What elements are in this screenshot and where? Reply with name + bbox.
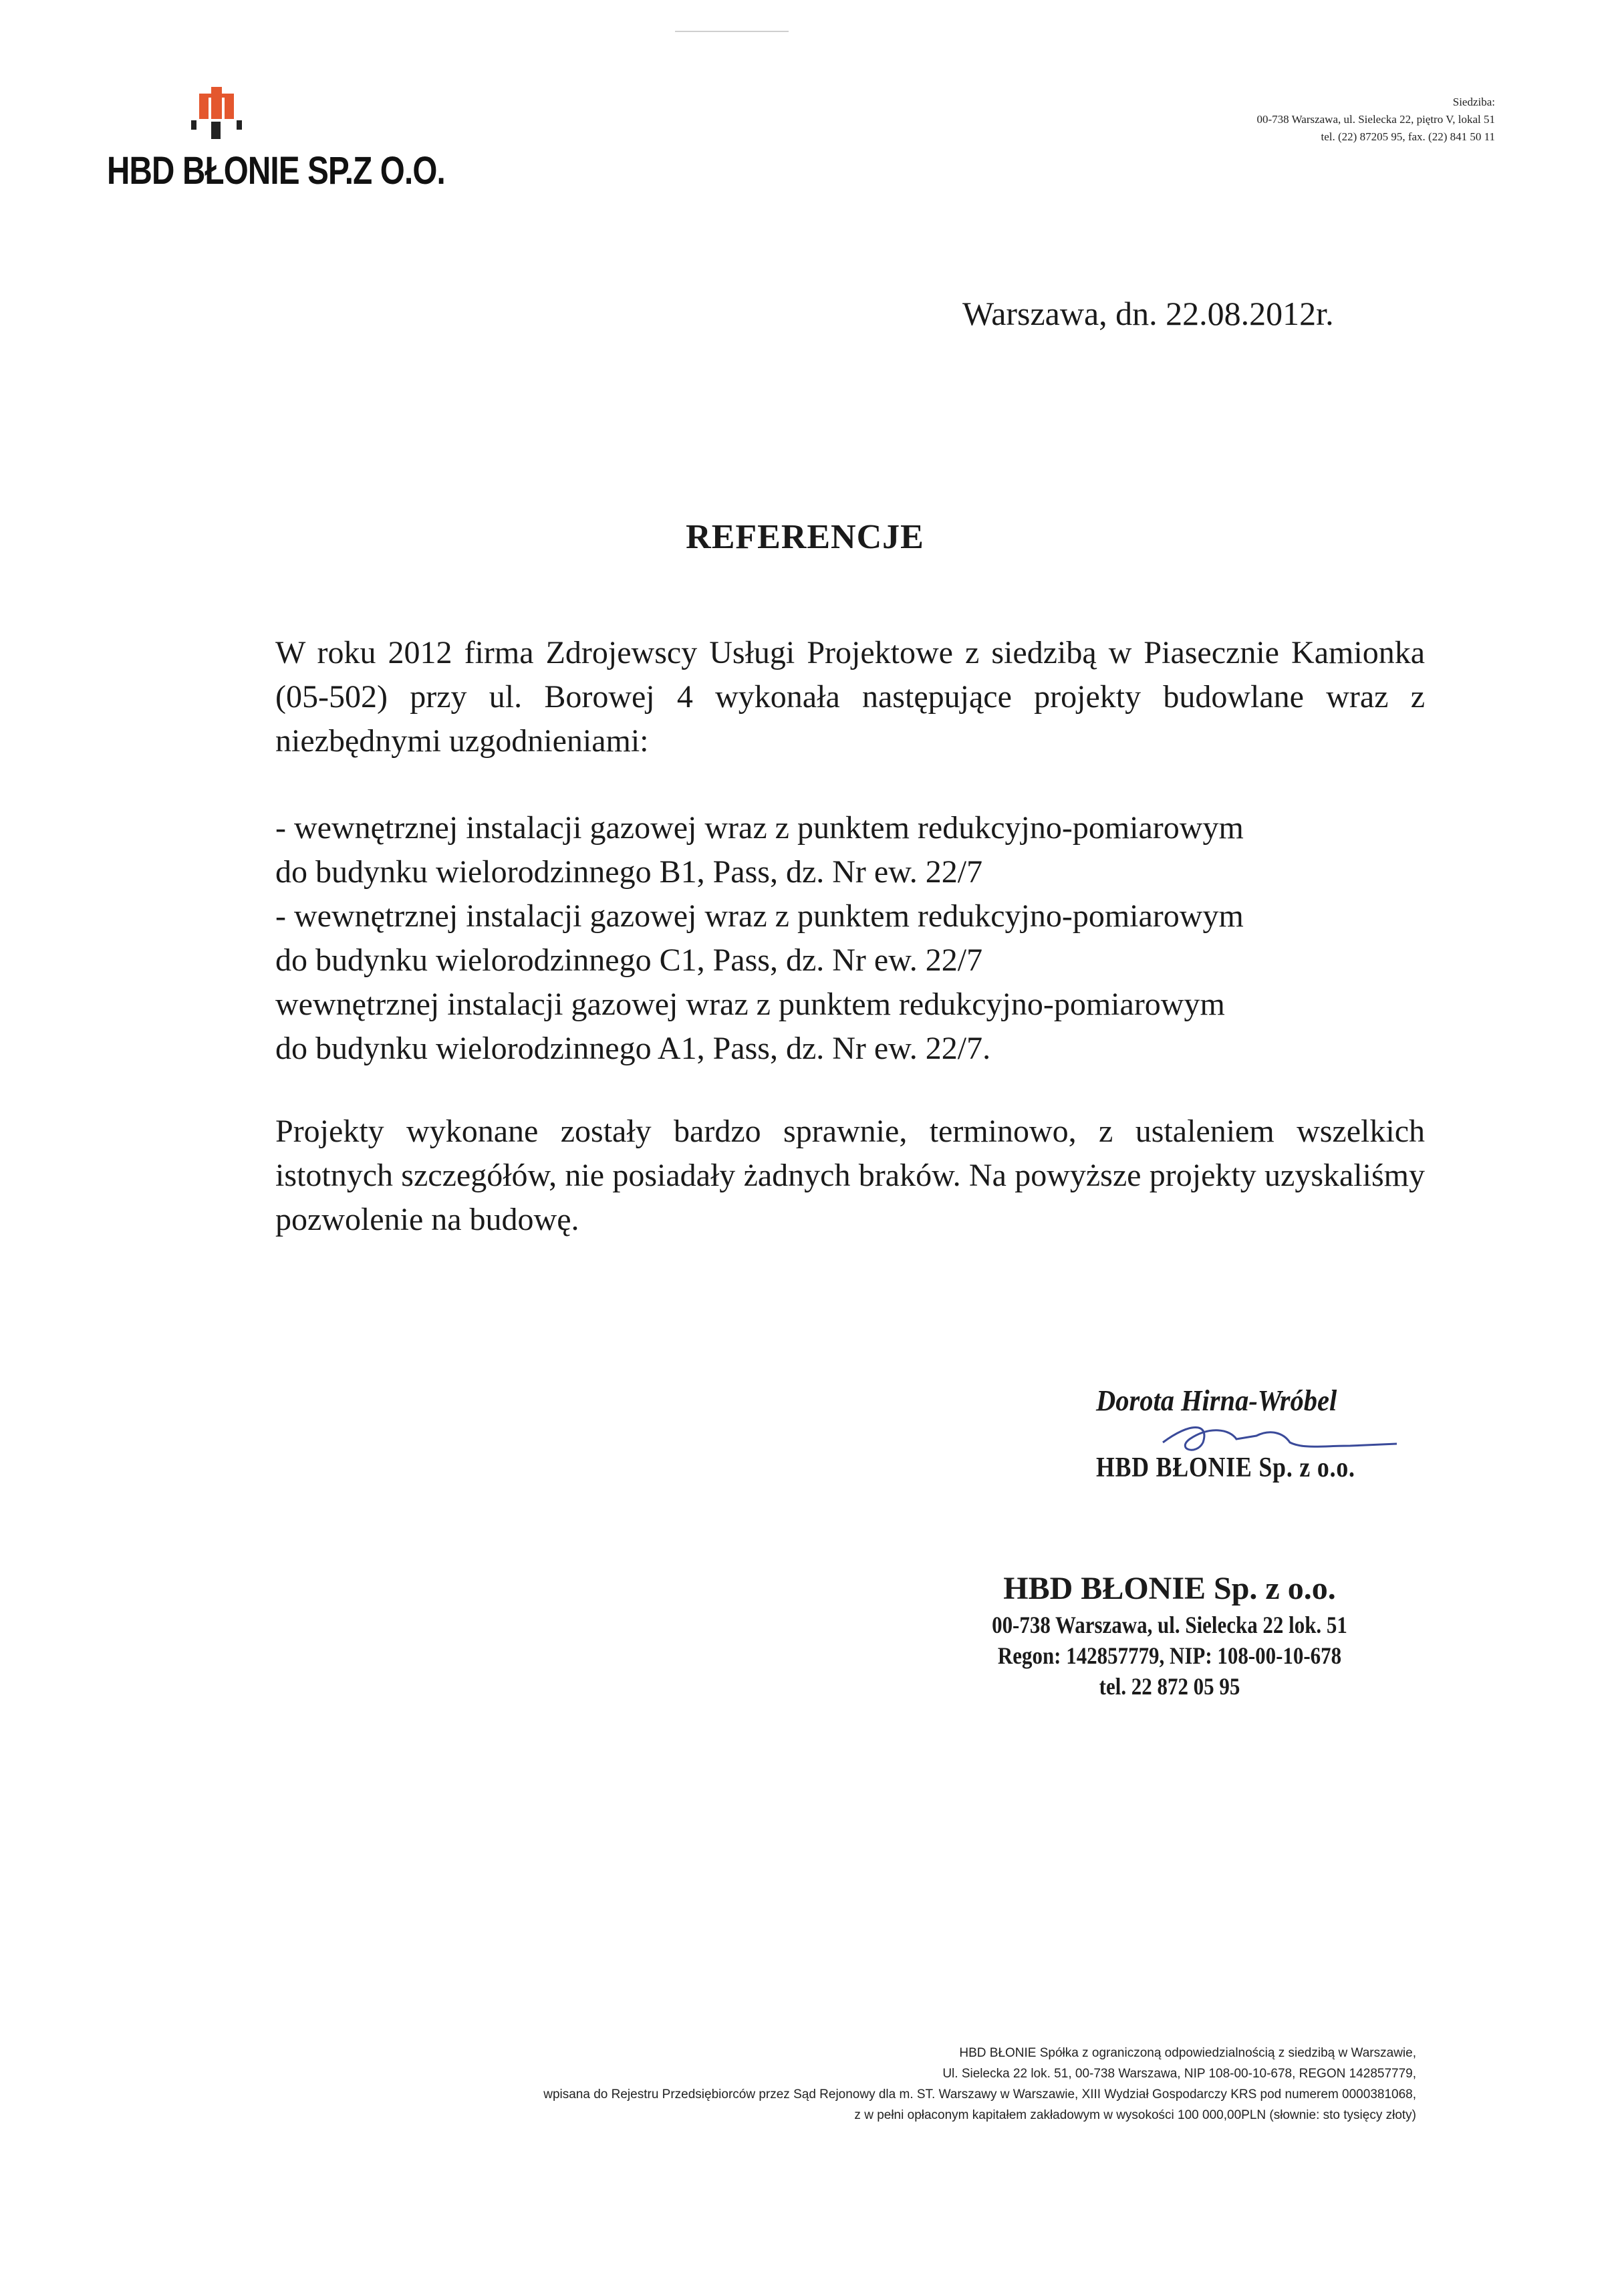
list-item: - wewnętrznej instalacji gazowej wraz z punktem redukcyjno-pomiarowym — [275, 810, 1244, 846]
scan-line — [675, 31, 789, 32]
closing-paragraph: Projekty wykonane zostały bardzo sprawnie, terminowo, z ustaleniem wszelkich istotnych szczegółów, nie posiadały żadnych braków. Na powyższe projekty uzyskaliśmy pozwolenie na budowę. — [275, 1114, 1425, 1237]
company-stamp — [869, 1568, 1470, 1702]
logo-text: HBD BŁONIE SP.Z O.O. — [107, 149, 445, 193]
seat-phone: tel. (22) 87205 95, fax. (22) 841 50 11 — [1321, 130, 1495, 143]
signatory-name: Dorota Hirna-Wróbel — [1096, 1384, 1337, 1417]
letter-title: REFERENCJE — [686, 518, 924, 556]
signature-stamp: HBD BŁONIE Sp. z o.o. — [1096, 1452, 1355, 1483]
seat-address: 00-738 Warszawa, ul. Sielecka 22, piętro V, lokal 51 — [1256, 113, 1495, 126]
letter-date: Warszawa, dn. 22.08.2012r. — [962, 295, 1334, 332]
company-stamp-ids: Regon: 142857779, NIP: 108-00-10-678 — [997, 1642, 1342, 1669]
building-logo-icon — [174, 87, 267, 140]
footer-line: HBD BŁONIE Spółka z ograniczoną odpowiedzialnością z siedzibą w Warszawie, — [959, 2046, 1416, 2060]
footer-line: z w pełni opłaconym kapitałem zakładowym w wysokości 100 000,00PLN (słownie: sto tysięcy złoty) — [854, 2108, 1416, 2122]
list-item: wewnętrznej instalacji gazowej wraz z punktem redukcyjno-pomiarowym — [275, 987, 1225, 1022]
legal-footer — [543, 2043, 1416, 2126]
list-item: - wewnętrznej instalacji gazowej wraz z punktem redukcyjno-pomiarowym — [275, 898, 1244, 934]
list-item: do budynku wielorodzinnego C1, Pass, dz. Nr ew. 22/7 — [275, 942, 983, 978]
company-stamp-phone: tel. 22 872 05 95 — [1099, 1673, 1240, 1700]
company-stamp-name: HBD BŁONIE Sp. z o.o. — [1003, 1571, 1336, 1606]
intro-paragraph: W roku 2012 firma Zdrojewscy Usługi Projektowe z siedzibą w Piasecznie Kamionka (05-502) przy ul. Borowej 4 wykonała następujące projekty budowlane wraz z niezbędnymi uzgodnieniami: — [275, 635, 1425, 759]
seat-label: Siedziba: — [1452, 96, 1495, 108]
list-item: do budynku wielorodzinnego B1, Pass, dz. Nr ew. 22/7 — [275, 854, 983, 890]
footer-line: wpisana do Rejestru Przedsiębiorców przez Sąd Rejonowy dla m. ST. Warszawy w Warszawie, XIII Wydział Gospodarczy KRS pod numerem 0000381068, — [543, 2087, 1416, 2101]
seat-block — [1256, 94, 1495, 146]
company-stamp-address: 00-738 Warszawa, ul. Sielecka 22 lok. 51 — [992, 1612, 1347, 1638]
list-item: do budynku wielorodzinnego A1, Pass, dz. Nr ew. 22/7. — [275, 1031, 991, 1066]
company-logo — [107, 87, 445, 201]
footer-line: Ul. Sielecka 22 lok. 51, 00-738 Warszawa, NIP 108-00-10-678, REGON 142857779, — [942, 2067, 1416, 2081]
projects-list — [275, 806, 1425, 1071]
